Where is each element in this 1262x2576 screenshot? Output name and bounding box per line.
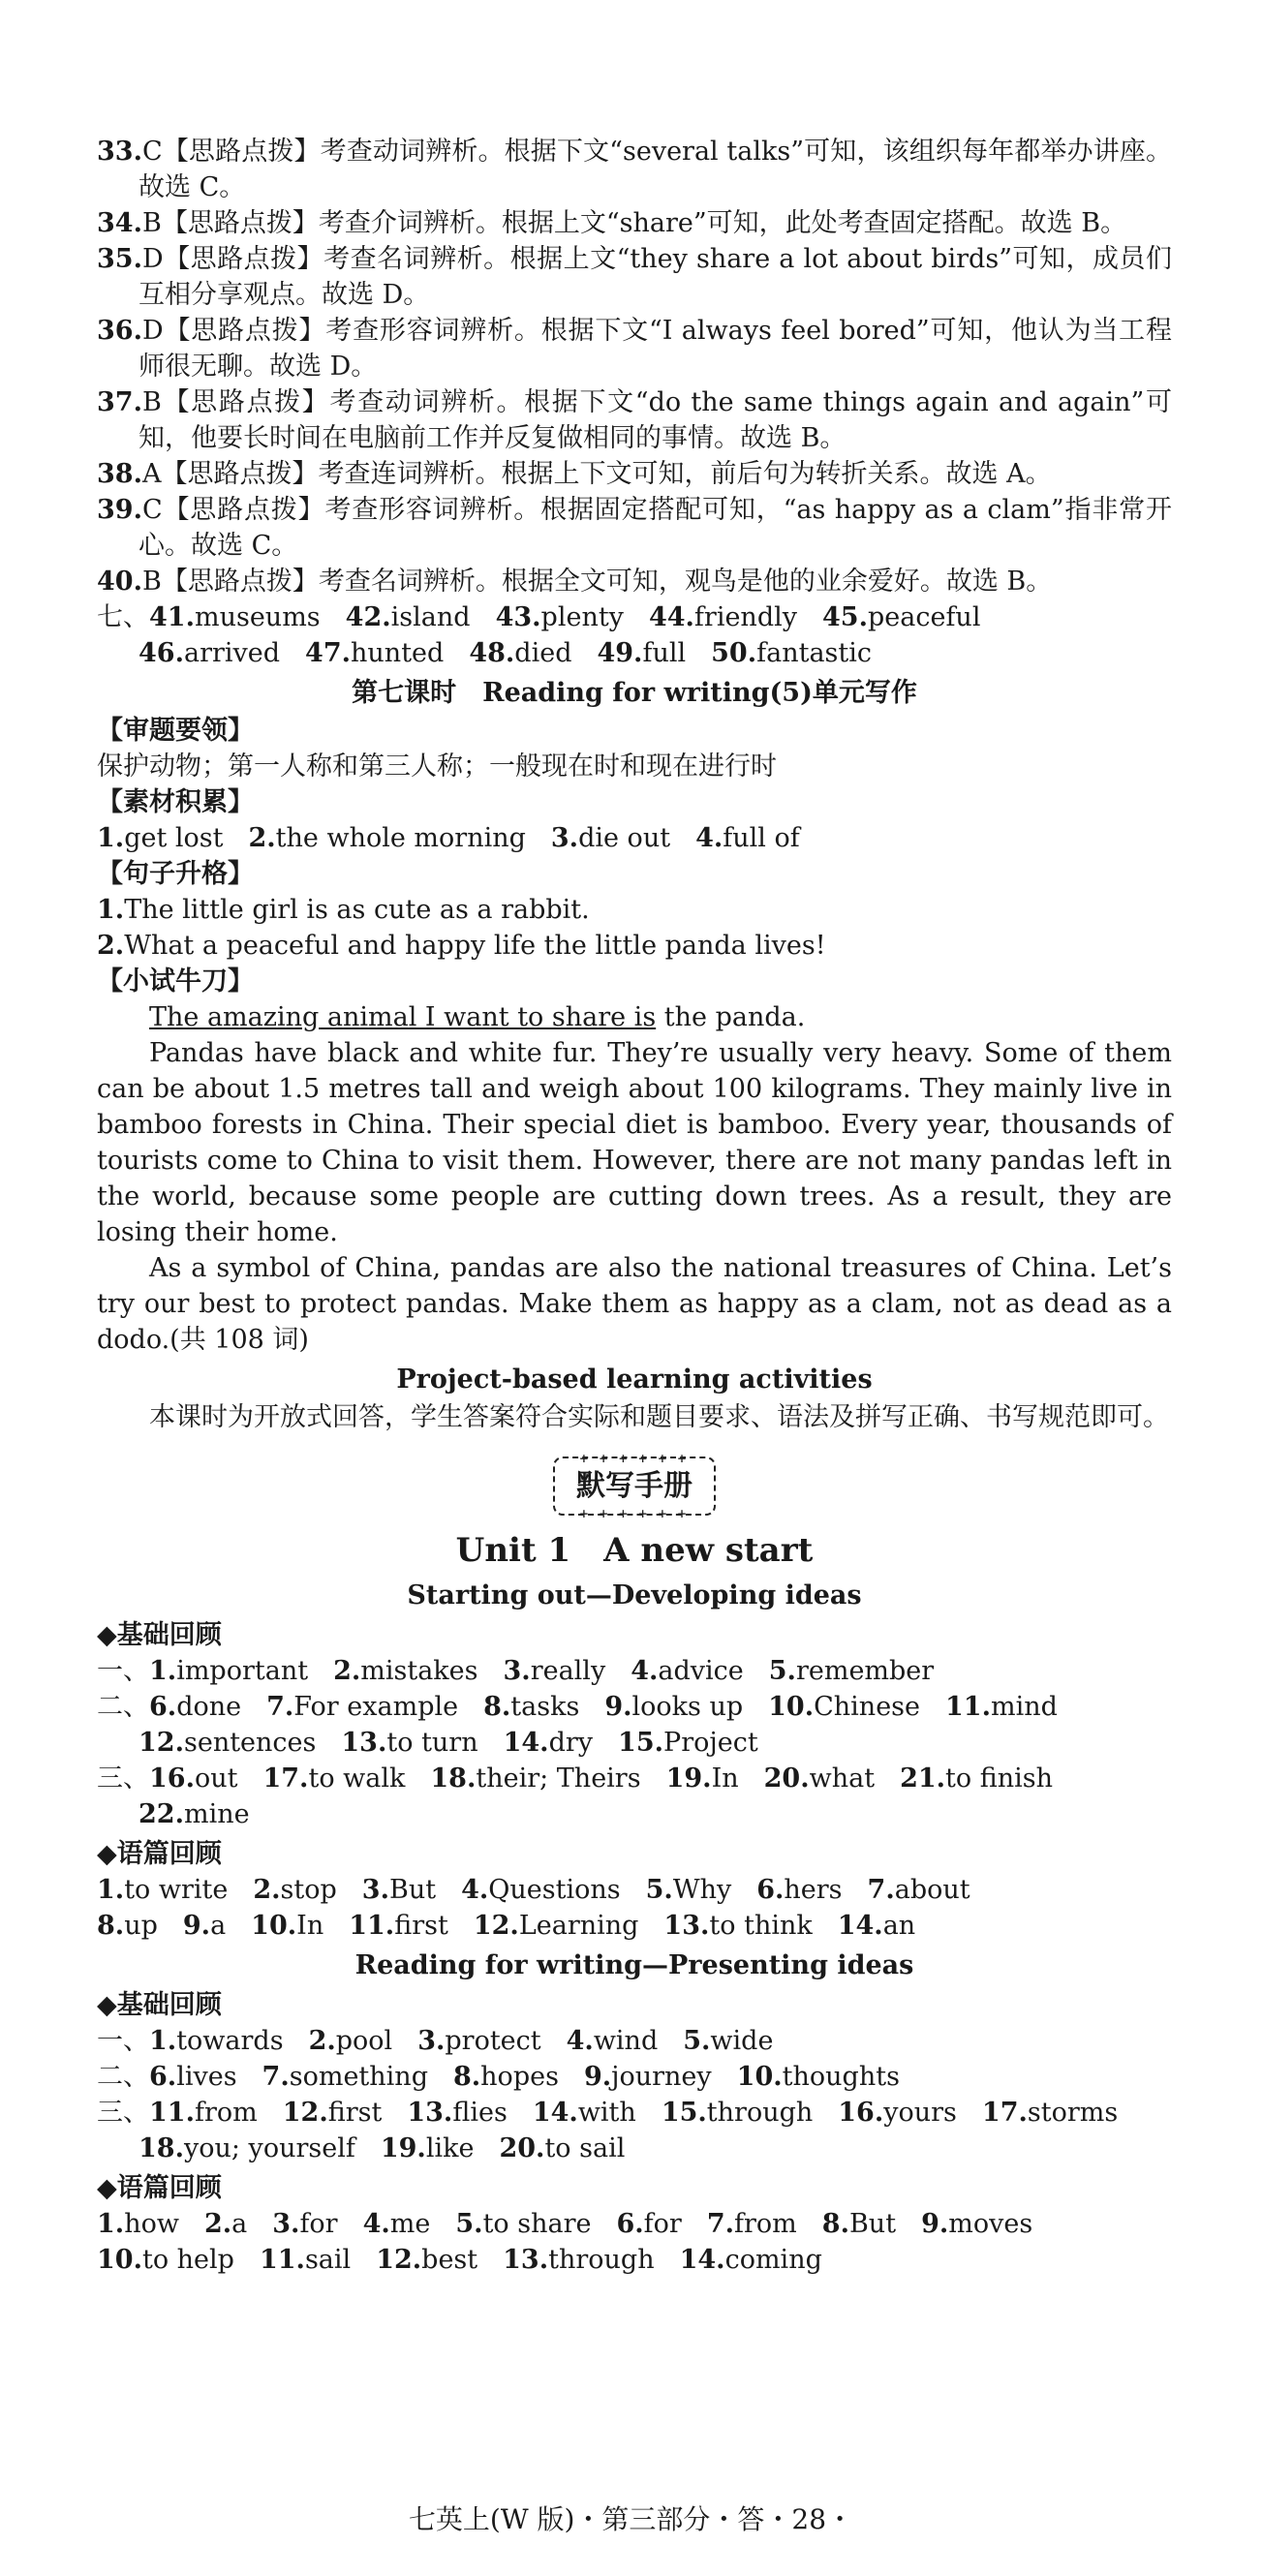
- blank-answer: 15.through: [661, 2098, 814, 2128]
- blank-answer: 16.out: [149, 1763, 238, 1794]
- blank-answer: 4.me: [362, 2209, 431, 2239]
- essay-paragraph-3: As a symbol of China, pandas are also the national treasures of China. Let’s try our best to protect pandas. Make them as happy as a clam, not as dead as a dodo.(共 108 词): [97, 1253, 1172, 1355]
- blank-answer: 6.hers: [756, 1875, 843, 1905]
- blank-answer: 4.advice: [631, 1656, 744, 1686]
- blank-list: [149, 1763, 1053, 1794]
- blank-list: [149, 1692, 1058, 1722]
- blank-list: [149, 2026, 773, 2056]
- text2-row-2: [97, 2242, 1172, 2278]
- basics-row-2: 二、6.done 7.For example 8.tasks 9.looks up 10.Chinese 11.mind: [97, 1692, 1058, 1722]
- blank-answer: 16.yours: [838, 2098, 957, 2128]
- answer-item: 35.D【思路点拨】考查名词辨析。根据上文“they share a lot about birds”可知，成员们互相分享观点。故选 D。: [97, 244, 1172, 310]
- blank-answer: 13.flies: [407, 2098, 508, 2128]
- answer-item: 40.B【思路点拨】考查名词辨析。根据全文可知，观鸟是他的业余爱好。故选 B。: [97, 567, 1053, 597]
- answer-item: 38.A【思路点拨】考查连词辨析。根据上下文可知，前后句为转折关系。故选 A。: [97, 459, 1052, 489]
- blank-answer: 1.to write: [97, 1875, 229, 1905]
- section-prefix: 七、: [97, 602, 149, 632]
- blank-answer: 2.pool: [308, 2026, 393, 2056]
- blank-list: [149, 1656, 934, 1686]
- blank-answer: 49.full: [597, 638, 687, 668]
- blank-answer: 19.like: [380, 2133, 475, 2163]
- blank-answer: 1.towards: [149, 2026, 284, 2056]
- blank-answer: 2.a: [203, 2209, 248, 2239]
- blank-answer: 2.stop: [253, 1875, 337, 1905]
- blank-answer: 6.for: [616, 2209, 682, 2239]
- blank-list: [97, 1911, 915, 1941]
- blank-answer: 4.full of: [695, 823, 800, 853]
- blank-answer: 5.Why: [645, 1875, 732, 1905]
- basics2-row-2: 二、6.lives 7.something 8.hopes 9.journey 10.thoughts: [97, 2062, 900, 2092]
- heading-upgrade: 【句子升格】: [97, 859, 254, 889]
- blank-answer: 13.to turn: [341, 1728, 478, 1758]
- blank-answer: 3.die out: [550, 823, 671, 853]
- answer-page: [97, 134, 1172, 2278]
- answer-list: [97, 134, 1172, 599]
- blank-answer: 17.storms: [981, 2098, 1119, 2128]
- basics2-row-4: [97, 2131, 1172, 2166]
- blank-answer: 20.what: [763, 1763, 876, 1794]
- blank-answer: 7.about: [867, 1875, 970, 1905]
- blank-list: [149, 2098, 1118, 2128]
- blank-answer: 5.remember: [768, 1656, 935, 1686]
- basics-row-5: [97, 1796, 1172, 1832]
- blank-answer: 21.to finish: [900, 1763, 1054, 1794]
- blank-answer: 6.lives: [149, 2062, 237, 2092]
- blank-answer: 6.done: [149, 1692, 242, 1722]
- blank-answer: 11.sail: [259, 2245, 352, 2275]
- blank-answer: 47.hunted: [305, 638, 445, 668]
- blank-answer: 10.thoughts: [736, 2062, 900, 2092]
- blank-answer: 9.journey: [583, 2062, 712, 2092]
- unit-subtitle-2: Reading for writing—Presenting ideas: [354, 1950, 914, 1980]
- blank-answer: 9.a: [182, 1911, 227, 1941]
- blank-answer: 11.first: [349, 1911, 448, 1941]
- blank-answer: 3.for: [272, 2209, 338, 2239]
- project-title: Project-based learning activities: [396, 1365, 873, 1395]
- dictation-handbook-stamp: + + + + + + 默写手册 + + + + + +: [553, 1457, 716, 1516]
- blank-answer: 5.wide: [683, 2026, 774, 2056]
- upgrade-sentence-2: 2.What a peaceful and happy life the little panda lives!: [97, 931, 826, 961]
- blank-answer: 12.first: [282, 2098, 383, 2128]
- blank-answer: 7.something: [262, 2062, 428, 2092]
- blank-answer: 44.friendly: [648, 602, 797, 632]
- basics-heading: ◆基础回顾: [97, 1620, 222, 1650]
- heading-practice: 【小试牛刀】: [97, 966, 254, 997]
- basics-row-1: 一、1.important 2.mistakes 3.really 4.advice 5.remember: [97, 1656, 935, 1686]
- blank-list: [149, 2062, 900, 2092]
- blank-answer: 18.you; yourself: [139, 2133, 355, 2163]
- blank-answer: 12.sentences: [139, 1728, 317, 1758]
- upgrade-sentence-1: 1.The little girl is as cute as a rabbit.: [97, 895, 590, 925]
- blank-list: [139, 2133, 625, 2163]
- answer-item: 36.D【思路点拨】考查形容词辨析。根据下文“I always feel bored”可知，他认为当工程师很无聊。故选 D。: [97, 316, 1172, 382]
- basics-row-4: 三、16.out 17.to walk 18.their; Theirs 19.In 20.what 21.to finish: [97, 1763, 1054, 1794]
- blank-answer: 10.Chinese: [768, 1692, 921, 1722]
- basics2-row-3: 三、11.from 12.first 13.flies 14.with 15.through 16.yours 17.storms: [97, 2098, 1119, 2128]
- essay-paragraph-2: Pandas have black and white fur. They’re usually very heavy. Some of them can be about 1.5 metres tall and weigh about 100 kilograms. They mainly live in bamboo forests in China. Their special diet is bamboo. Every year, thousands of tourists come to China to visit them. However, there are not many pandas left in the world, because some people are cutting down trees. As a result, they are losing their home.: [97, 1038, 1172, 1247]
- blank-answer: 12.best: [376, 2245, 478, 2275]
- text-review-heading: ◆语篇回顾: [97, 1839, 222, 1869]
- text-review-heading-2: ◆语篇回顾: [97, 2173, 222, 2203]
- blank-answer: 19.In: [665, 1763, 739, 1794]
- essay-paragraph-1: The amazing animal I want to share is the panda.: [149, 1002, 806, 1032]
- blank-answer: 15.Project: [618, 1728, 758, 1758]
- unit-subtitle-1: Starting out—Developing ideas: [407, 1580, 862, 1610]
- blank-answer: 4.wind: [566, 2026, 659, 2056]
- blank-answer: 3.really: [503, 1656, 606, 1686]
- text-review-row-2: [97, 1908, 1172, 1944]
- blank-answer: 11.mind: [945, 1692, 1058, 1722]
- blank-answer: 1.how: [97, 2209, 179, 2239]
- basics-row-3: [97, 1725, 1172, 1761]
- blank-answer: 1.get lost: [97, 823, 224, 853]
- blank-answer: 14.coming: [679, 2245, 822, 2275]
- blank-answer: 41.museums: [149, 602, 321, 632]
- heading-materials: 【素材积累】: [97, 787, 254, 817]
- blank-answer: 14.an: [837, 1911, 916, 1941]
- blank-answer: 1.important: [149, 1656, 309, 1686]
- blank-answer: 5.to share: [455, 2209, 592, 2239]
- blank-list: [139, 1728, 758, 1758]
- blank-answer: 14.with: [532, 2098, 636, 2128]
- answer-item: 34.B【思路点拨】考查介词辨析。根据上文“share”可知，此处考查固定搭配。故选 B。: [97, 208, 1127, 238]
- blank-list: [97, 1875, 970, 1905]
- basics2-row-1: 一、1.towards 2.pool 3.protect 4.wind 5.wide: [97, 2026, 774, 2056]
- lesson-title: 第七课时 Reading for writing(5)单元写作: [352, 678, 917, 708]
- blank-list: [139, 638, 872, 668]
- page-footer: 七英上(W 版)・第三部分・答・28・: [408, 2503, 854, 2535]
- stamp-wrap: [97, 1457, 1172, 1516]
- blank-answer: 2.mistakes: [333, 1656, 478, 1686]
- blank-answer: 2.the whole morning: [248, 823, 526, 853]
- heading-review: 【审题要领】: [97, 716, 254, 746]
- blank-answer: 42.island: [345, 602, 471, 632]
- blank-list: [149, 602, 980, 632]
- text2-row-1: [97, 2206, 1172, 2242]
- blank-list: [97, 823, 800, 853]
- section-7-row-2: [97, 635, 1172, 671]
- blank-list: [139, 1799, 250, 1829]
- project-text: 本课时为开放式回答，学生答案符合实际和题目要求、语法及拼写正确、书写规范即可。: [149, 1402, 1169, 1432]
- blank-answer: 13.to think: [663, 1911, 813, 1941]
- blank-answer: 8.But: [821, 2209, 897, 2239]
- unit-title: Unit 1 A new start: [455, 1531, 814, 1570]
- section-7-row-1: [97, 599, 1172, 635]
- blank-answer: 8.hopes: [452, 2062, 559, 2092]
- blank-answer: 43.plenty: [495, 602, 624, 632]
- blank-answer: 10.In: [251, 1911, 324, 1941]
- blank-answer: 45.peaceful: [822, 602, 981, 632]
- blank-answer: 18.their; Theirs: [430, 1763, 641, 1794]
- blank-list: [97, 2245, 822, 2275]
- blank-answer: 46.arrived: [139, 638, 281, 668]
- blank-answer: 10.to help: [97, 2245, 234, 2275]
- blank-answer: 3.But: [361, 1875, 437, 1905]
- blank-answer: 9.moves: [921, 2209, 1033, 2239]
- basics-heading-2: ◆基础回顾: [97, 1990, 222, 2020]
- text-review-row-1: [97, 1872, 1172, 1908]
- blank-answer: 7.For example: [266, 1692, 459, 1722]
- blank-list: [97, 2209, 1032, 2239]
- essay-opening-underlined: The amazing animal I want to share is: [149, 1002, 657, 1032]
- blank-answer: 11.from: [149, 2098, 258, 2128]
- blank-answer: 3.protect: [417, 2026, 541, 2056]
- blank-answer: 8.tasks: [483, 1692, 580, 1722]
- blank-answer: 50.fantastic: [711, 638, 872, 668]
- blank-answer: 4.Questions: [461, 1875, 621, 1905]
- blank-answer: 48.died: [469, 638, 572, 668]
- review-text: 保护动物；第一人称和第三人称；一般现在时和现在进行时: [97, 751, 777, 782]
- blank-answer: 13.through: [503, 2245, 655, 2275]
- answer-item: 33.C【思路点拨】考查动词辨析。根据下文“several talks”可知，该组织每年都举办讲座。故选 C。: [97, 137, 1172, 202]
- blank-answer: 20.to sail: [499, 2133, 626, 2163]
- answer-item: 37.B【思路点拨】考查动词辨析。根据下文“do the same things again and again”可知，他要长时间在电脑前工作并反复做相同的事情。故选 B。: [97, 387, 1172, 453]
- answer-item: 39.C【思路点拨】考查形容词辨析。根据固定搭配可知，“as happy as a clam”指非常开心。故选 C。: [97, 495, 1172, 561]
- blank-answer: 9.looks up: [604, 1692, 744, 1722]
- blank-answer: 12.Learning: [473, 1911, 639, 1941]
- blank-answer: 8.up: [97, 1911, 158, 1941]
- blank-answer: 17.to walk: [262, 1763, 406, 1794]
- blank-answer: 7.from: [706, 2209, 797, 2239]
- materials-row: [97, 820, 1172, 856]
- blank-answer: 22.mine: [139, 1799, 250, 1829]
- blank-answer: 14.dry: [503, 1728, 594, 1758]
